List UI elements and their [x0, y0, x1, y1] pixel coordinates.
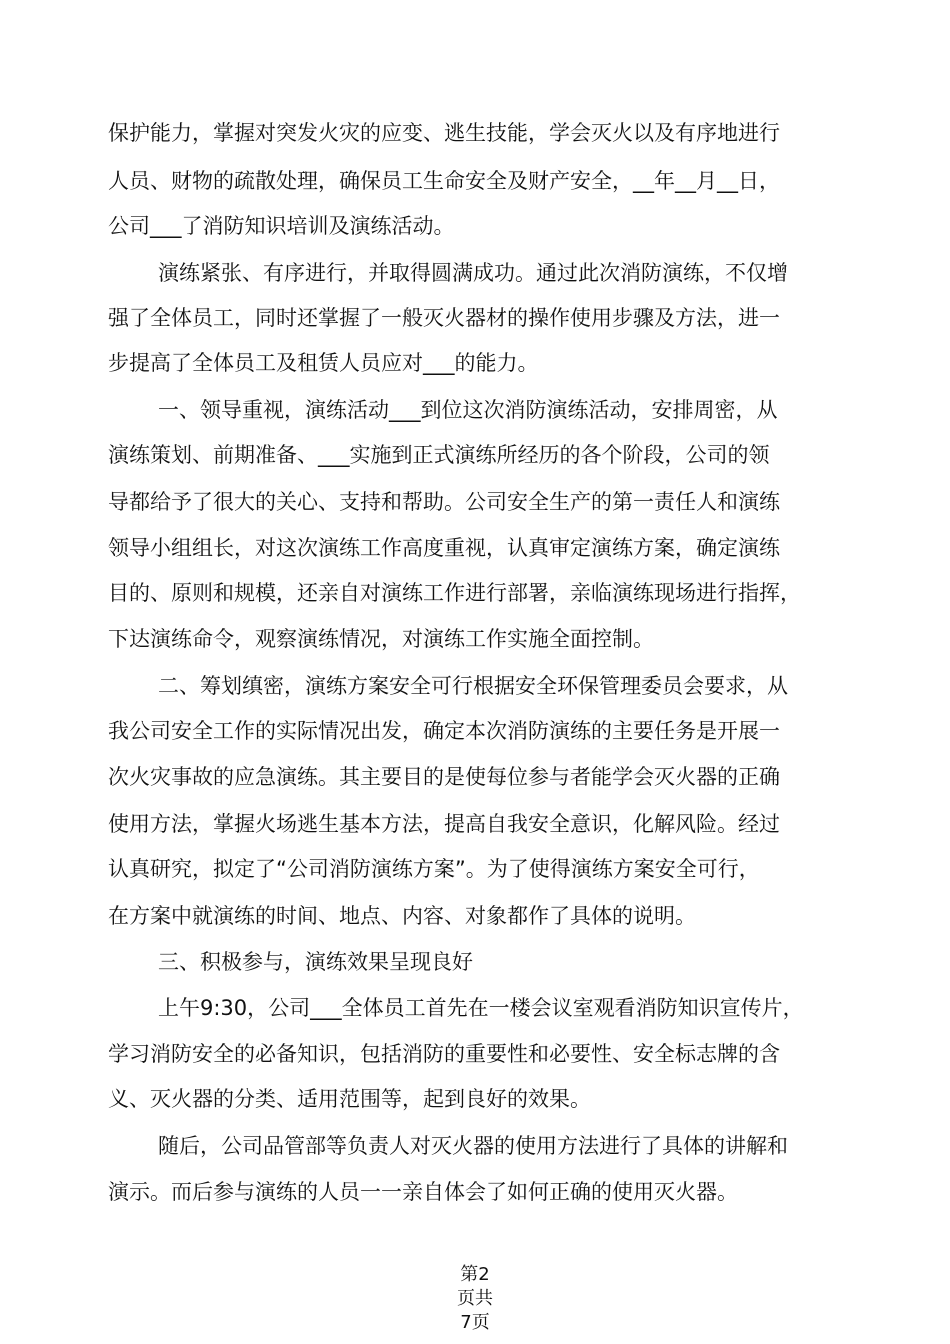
text-line: 目的、原则和规模，还亲自对演练工作进行部署，亲临演练现场进行指挥，: [108, 581, 801, 605]
paragraph-first-line: 一、领导重视，演练活动___到位这次消防演练活动，安排周密，从: [158, 398, 778, 422]
text-line: 步提高了全体员工及租赁人员应对___的能力。: [108, 351, 539, 375]
text-line: 演练策划、前期准备、___实施到正式演练所经历的各个阶段，公司的领: [108, 443, 770, 467]
text-line: 认真研究，拟定了“公司消防演练方案”。为了使得演练方案安全可行，: [108, 857, 760, 881]
page-number: 页共: [457, 1288, 493, 1309]
text-line: 强了全体员工，同时还掌握了一般灭火器材的操作使用步骤及方法，进一: [108, 306, 780, 330]
paragraph-first-line: 演练紧张、有序进行，并取得圆满成功。通过此次消防演练，不仅增: [158, 261, 788, 285]
paragraph-first-line: 随后，公司品管部等负责人对灭火器的使用方法进行了具体的讲解和: [158, 1134, 788, 1158]
text-line: 人员、财物的疏散处理，确保员工生命安全及财产安全，__年__月__日，: [108, 169, 780, 193]
text-line: 导都给予了很大的关心、支持和帮助。公司安全生产的第一责任人和演练: [108, 490, 780, 514]
paragraph-first-line: 上午9:30，公司___全体员工首先在一楼会议室观看消防知识宣传片，: [158, 996, 804, 1020]
paragraph-first-line: 二、筹划缜密，演练方案安全可行根据安全环保管理委员会要求，从: [158, 674, 788, 698]
section-heading: 三、积极参与，演练效果呈现良好: [158, 950, 473, 974]
text-line: 保护能力，掌握对突发火灾的应变、逃生技能，学会灭火以及有序地进行: [108, 121, 780, 145]
page-number: 第2: [460, 1264, 490, 1285]
text-line: 领导小组组长，对这次演练工作高度重视，认真审定演练方案，确定演练: [108, 536, 780, 560]
page-number: 7页: [460, 1312, 490, 1333]
text-line: 下达演练命令，观察演练情况，对演练工作实施全面控制。: [108, 627, 654, 651]
text-line: 学习消防安全的必备知识，包括消防的重要性和必要性、安全标志牌的含: [108, 1042, 780, 1066]
text-line: 义、灭火器的分类、适用范围等，起到良好的效果。: [108, 1087, 591, 1111]
text-line: 公司___了消防知识培训及演练活动。: [108, 214, 455, 238]
text-line: 我公司安全工作的实际情况出发，确定本次消防演练的主要任务是开展一: [108, 719, 780, 743]
text-line: 演示。而后参与演练的人员一一亲自体会了如何正确的使用灭火器。: [108, 1180, 738, 1204]
text-line: 次火灾事故的应急演练。其主要目的是使每位参与者能学会灭火器的正确: [108, 765, 780, 789]
text-line: 在方案中就演练的时间、地点、内容、对象都作了具体的说明。: [108, 904, 696, 928]
text-line: 使用方法，掌握火场逃生基本方法，提高自我安全意识，化解风险。经过: [108, 812, 780, 836]
